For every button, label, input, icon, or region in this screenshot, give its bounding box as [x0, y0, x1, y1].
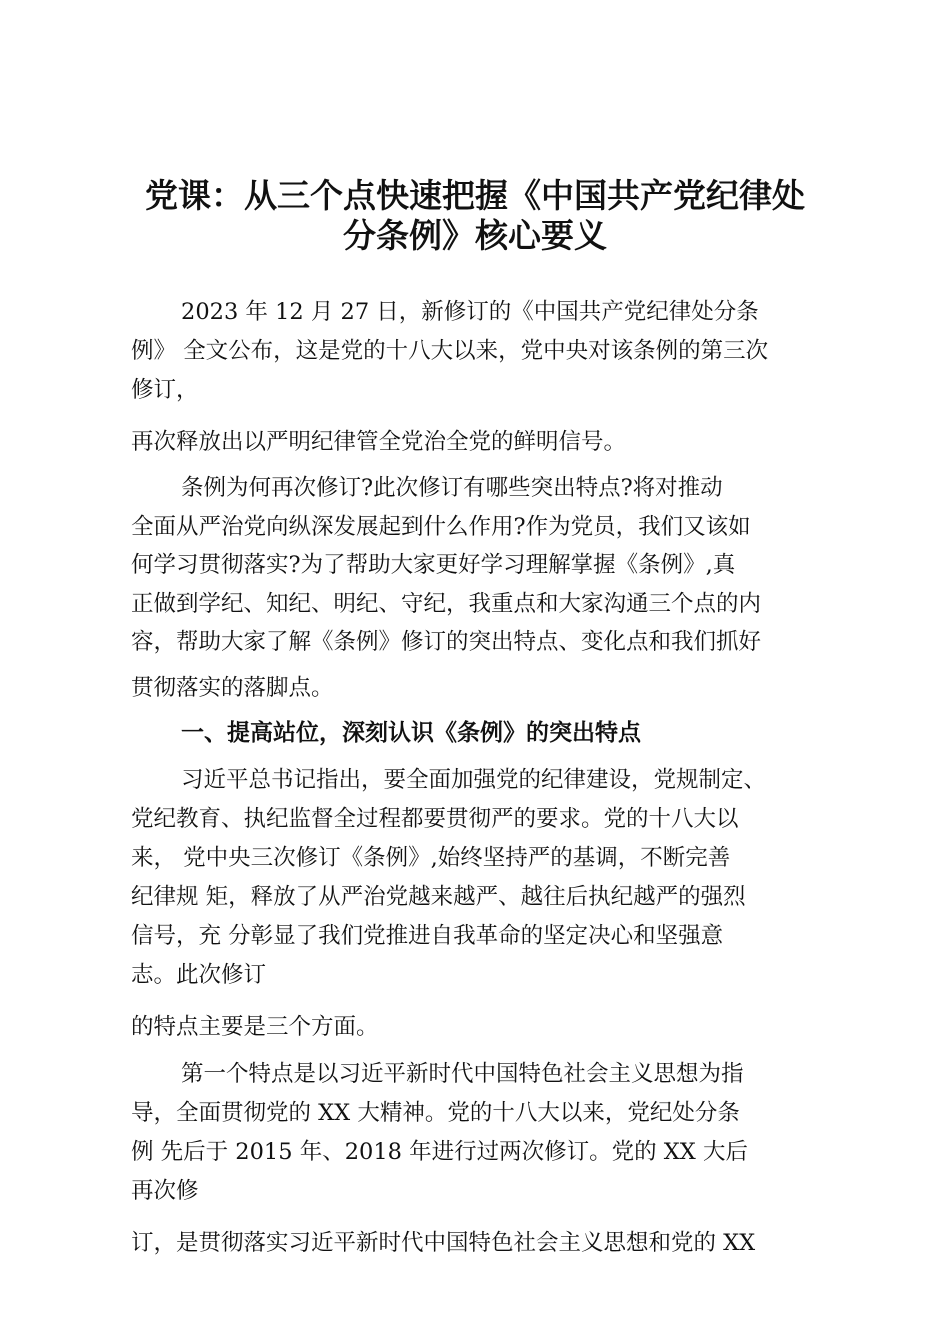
text-line: 志。此次修订 — [131, 962, 267, 988]
text-line: 党纪教育、执纪监督全过程都要贯彻严的要求。党的十八大以 — [131, 806, 739, 832]
text-line: 导，全面贯彻党的 XX 大精神。党的十八大以来，党纪处分条 — [131, 1100, 740, 1126]
text-line: 2023 年 12 月 27 日，新修订的《中国共产党纪律处分条 — [181, 299, 759, 325]
text-line: 容，帮助大家了解《条例》修订的突出特点、变化点和我们抓好 — [131, 629, 762, 655]
text-line: 纪律规 矩，释放了从严治党越来越严、越往后执纪越严的强烈 — [131, 884, 746, 910]
text-line: 全面从严治党向纵深发展起到什么作用?作为党员，我们又该如 — [131, 514, 751, 540]
text-line: 例 先后于 2015 年、2018 年进行过两次修订。党的 XX 大后 — [131, 1139, 748, 1165]
text-line: 再次释放出以严明纪律管全党治全党的鲜明信号。 — [131, 429, 627, 455]
text-line: 再次修 — [131, 1178, 199, 1204]
text-line: 贯彻落实的落脚点。 — [131, 675, 334, 701]
text-line: 例》 全文公布，这是党的十八大以来，党中央对该条例的第三次 — [131, 338, 769, 364]
text-line: 的特点主要是三个方面。 — [131, 1014, 379, 1040]
document-title-line-1: 党课：从三个点快速把握《中国共产党纪律处 — [145, 176, 805, 215]
text-line: 何学习贯彻落实?为了帮助大家更好学习理解掌握《条例》,真 — [131, 552, 736, 578]
text-line: 正做到学纪、知纪、明纪、守纪，我重点和大家沟通三个点的内 — [131, 591, 762, 617]
text-line: 订，是贯彻落实习近平新时代中国特色社会主义思想和党的 XX — [131, 1230, 756, 1256]
text-line: 信号，充 分彰显了我们党推进自我革命的坚定决心和坚强意 — [131, 923, 724, 949]
section-heading: 一、提高站位，深刻认识《条例》的突出特点 — [181, 720, 641, 746]
document-title-line-2: 分条例》核心要义 — [343, 216, 607, 255]
text-line: 第一个特点是以习近平新时代中国特色社会主义思想为指 — [181, 1061, 744, 1087]
text-line: 条例为何再次修订?此次修订有哪些突出特点?将对推动 — [181, 475, 723, 501]
text-line: 修订， — [131, 377, 199, 403]
text-line: 来， 党中央三次修订《条例》,始终坚持严的基调，不断完善 — [131, 845, 731, 871]
text-line: 习近平总书记指出，要全面加强党的纪律建设，党规制定、 — [181, 767, 767, 793]
